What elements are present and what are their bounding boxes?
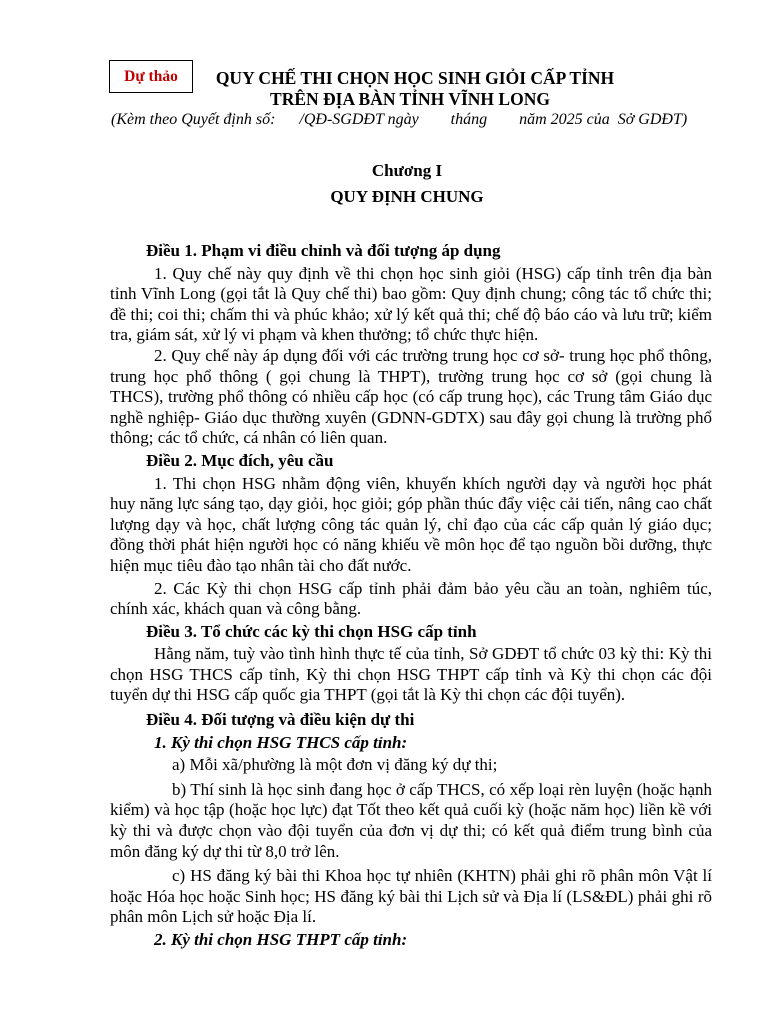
draft-stamp: Dự thảo <box>109 60 193 93</box>
article-2-paragraph-2: 2. Các Kỳ thi chọn HSG cấp tỉnh phải đảm bảo yêu cầu an toàn, nghiêm túc, chính xác, khách quan và công bằng. <box>110 578 712 619</box>
document-title-line2: TRÊN ĐỊA BÀN TỈNH VĨNH LONG <box>270 89 550 109</box>
article-4-item-a: a) Mỗi xã/phường là một đơn vị đăng ký dự thi; <box>172 755 498 775</box>
article-2-heading: Điều 2. Mục đích, yêu cầu <box>146 450 334 470</box>
article-1-paragraph-1: 1. Quy chế này quy định về thi chọn học sinh giỏi (HSG) cấp tỉnh trên địa bàn tỉnh Vĩnh Long (gọi tắt là Quy chế thi) bao gồm: Quy định chung; công tác tổ chức thi; đề thi; coi thi; chấm thi và phúc khảo; xử lý kết quả thi; chế độ báo cáo và lưu trữ; kiểm tra, giám sát, xử lý vi phạm và khen thưởng; tổ chức thực hiện. <box>110 263 712 345</box>
chapter-number: Chương I <box>371 161 443 180</box>
article-4-item-c: c) HS đăng ký bài thi Khoa học tự nhiên (KHTN) phải ghi rõ phân môn Vật lí hoặc Hóa học hoặc Sinh học; HS đăng ký bài thi Lịch sử và Địa lí (LS&ĐL) phải ghi rõ phân môn Lịch sử hoặc Địa lí. <box>110 866 712 927</box>
chapter-title: QUY ĐỊNH CHUNG <box>330 187 484 206</box>
article-3-heading: Điều 3. Tổ chức các kỳ thi chọn HSG cấp tỉnh <box>146 621 477 641</box>
article-4-section-1-heading: 1. Kỳ thi chọn HSG THCS cấp tỉnh: <box>154 732 408 752</box>
article-4-heading: Điều 4. Đối tượng và điều kiện dự thi <box>146 710 415 730</box>
article-2-paragraph-1: 1. Thi chọn HSG nhằm động viên, khuyến khích người dạy và người học phát huy năng lực sáng tạo, dạy giỏi, học giỏi; góp phần thúc đẩy việc cải tiến, nâng cao chất lượng dạy và học, chất lượng công tác quản lý, chỉ đạo của các cấp quản lý giáo dục; đồng thời phát hiện người học có năng khiếu về môn học để tạo nguồn bồi dưỡng, thực hiện mục tiêu đào tạo nhân tài cho đất nước. <box>110 473 712 575</box>
article-4-section-2-heading: 2. Kỳ thi chọn HSG THPT cấp tỉnh: <box>154 930 408 949</box>
article-4-item-b: b) Thí sinh là học sinh đang học ở cấp THCS, có xếp loại rèn luyện (hoặc hạnh kiểm) và học tập (hoặc học lực) đạt Tốt theo kết quả cuối kỳ (hoặc năm học) liền kề với kỳ thi và được chọn vào đội tuyển của đơn vị dự thi; có kết quả điểm trung bình của môn đăng ký dự thi từ 8,0 trở lên. <box>110 779 712 861</box>
article-1-heading: Điều 1. Phạm vi điều chỉnh và đối tượng áp dụng <box>146 241 501 260</box>
decision-reference: (Kèm theo Quyết định số: /QĐ-SGDĐT ngày tháng năm 2025 của Sở GDĐT) <box>111 111 688 128</box>
document-title-line1: QUY CHẾ THI CHỌN HỌC SINH GIỎI CẤP TỈNH <box>215 68 615 88</box>
article-1-paragraph-2: 2. Quy chế này áp dụng đối với các trường trung học cơ sở- trung học phổ thông, trung học phổ thông ( gọi chung là THPT), trường trung học cơ sở (gọi chung là THCS), trường phổ thông có nhiều cấp học (có cấp trung học), các Trung tâm Giáo dục nghề nghiệp- Giáo dục thường xuyên (GDNN-GDTX) sau đây gọi chung là trường phổ thông; các tổ chức, cá nhân có liên quan. <box>110 345 712 448</box>
article-3-paragraph-1: Hằng năm, tuỳ vào tình hình thực tế của tỉnh, Sở GDĐT tổ chức 03 kỳ thi: Kỳ thi chọn HSG THCS cấp tỉnh, Kỳ thi chọn HSG THPT cấp tỉnh và Kỳ thi chọn các đội tuyển dự thi HSG cấp quốc gia THPT (gọi tắt là Kỳ thi chọn các đội tuyển). <box>110 644 712 705</box>
document-body <box>110 241 712 951</box>
